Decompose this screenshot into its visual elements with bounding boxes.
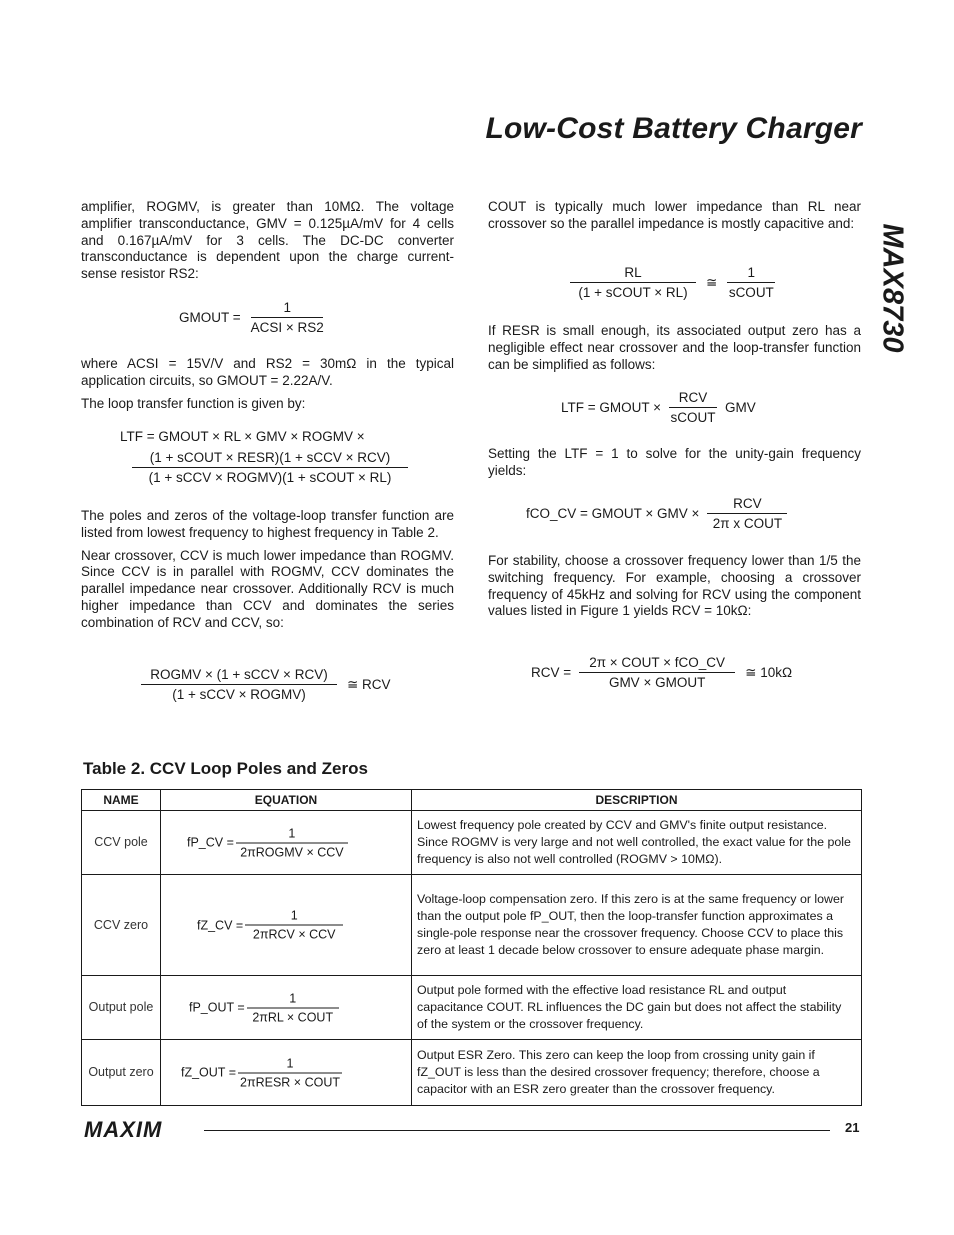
row-description: Lowest frequency pole created by CCV and GMV's finite output resistance. Since ROGMV is very large and not well controlled, the exact value for the pole frequency is also not well controlled (ROGMV > 10MΩ).	[412, 811, 862, 875]
row-name: Output pole	[82, 976, 161, 1040]
equation-denominator: sCOUT	[728, 285, 774, 300]
equation-rogmv	[141, 667, 391, 702]
equation-denominator: 2π x COUT	[712, 516, 783, 531]
row-description: Voltage-loop compensation zero. If this zero is at the same frequency or lower than the output pole fP_OUT, then the loop-transfer function approximates a single-pole response near the crossover frequency. Choose CCV to place this zero at least 1 decade below crossover to ensure adequate phase margin.	[412, 875, 862, 976]
equation-ltf	[120, 429, 408, 485]
equation-denominator: 2πRESR × COUT	[240, 1075, 340, 1089]
part-number-tab	[870, 208, 914, 368]
equation-ltf-simplified	[561, 390, 756, 425]
equation-line: LTF = GMOUT × RL × GMV × ROGMV ×	[120, 429, 365, 444]
right-column-3	[488, 446, 861, 486]
equation-numerator: 1	[747, 265, 756, 280]
equation-denominator: (1 + sCCV × ROGMV)	[172, 687, 306, 702]
equation-lhs: fP_CV =	[187, 835, 234, 850]
row-description: Output ESR Zero. This zero can keep the loop from crossing unity gain if fZ_OUT is less than the desired crossover frequency; therefore, choose a capacitor with an ESR zero greater than the crossover frequency.	[412, 1040, 862, 1106]
equation-denominator: 2πRCV × CCV	[252, 927, 336, 942]
paragraph: COUT is typically much lower impedance than RL near crossover so the parallel impedance is mostly capacitive and:	[488, 199, 861, 231]
equation-approx: ≅	[706, 274, 718, 290]
equation-denominator: 2πROGMV × CCV	[240, 845, 344, 859]
equation-lhs: fZ_CV =	[197, 918, 244, 932]
equation-lhs: GMOUT =	[179, 310, 241, 325]
equation-lhs: fZ_OUT =	[181, 1065, 236, 1080]
equation-numerator: ROGMV × (1 + sCCV × RCV)	[150, 667, 328, 682]
equation-numerator: 1	[283, 300, 291, 315]
paragraph: Setting the LTF = 1 to solve for the unity-gain frequency yields:	[488, 446, 861, 478]
column-header: EQUATION	[161, 790, 412, 811]
paragraph: The poles and zeros of the voltage-loop transfer function are listed from lowest frequency to highest frequency in Table 2.	[81, 508, 454, 540]
equation-rhs: GMV	[725, 400, 756, 415]
equation-lhs: fP_OUT =	[189, 1000, 245, 1015]
row-name: CCV pole	[82, 811, 161, 875]
part-number: MAX8730	[876, 223, 909, 353]
equation-denominator: 2πRL × COUT	[252, 1010, 334, 1024]
paragraph: The loop transfer function is given by:	[81, 395, 306, 411]
table-row	[82, 1040, 862, 1106]
equation-denominator: sCOUT	[670, 410, 716, 425]
equation-numerator: 1	[290, 908, 298, 923]
table-row	[82, 976, 862, 1040]
paragraph: amplifier, ROGMV, is greater than 10MΩ. The voltage amplifier transconductance, GMV = 0.125µA/mV for 4 cells and 0.167µA/mV for 3 cells. The DC-DC converter transconductance is dependent upon the charge current-sense resistor RS2:	[81, 199, 454, 282]
row-name: CCV zero	[82, 875, 161, 976]
paragraph: If RESR is small enough, its associated output zero has a negligible effect near crossover and the loop-transfer function can be simplified as follows:	[488, 323, 861, 372]
equation-gmout	[179, 300, 324, 335]
right-column-4	[488, 553, 861, 626]
equation-denominator: ACSI × RS2	[250, 320, 324, 335]
equation-rcv	[531, 655, 792, 690]
left-column-3	[81, 508, 454, 638]
row-description: Output pole formed with the effective load resistance RL and output capacitance COUT. RL influences the DC gain but does not affect the stability of the system or the crossover frequency.	[412, 976, 862, 1040]
footer-divider	[204, 1130, 830, 1131]
paragraph: Near crossover, CCV is much lower impedance than ROGMV. Since CCV is in parallel with ROGMV, CCV dominates the parallel impedance near crossover. Additionally RCV is much higher impedance than CCV and dominates the series combination of RCV and CCV, so:	[81, 547, 454, 630]
left-column	[81, 199, 454, 289]
equation-numerator: RCV	[733, 496, 762, 511]
paragraph: where ACSI = 15V/V and RS2 = 30mΩ in the typical application circuits, so GMOUT = 2.22A/V.	[81, 356, 454, 388]
equation-rhs: ≅ 10kΩ	[745, 664, 793, 680]
row-equation	[161, 976, 412, 1040]
page-title: Low-Cost Battery Charger	[485, 112, 862, 145]
equation-rl	[570, 265, 775, 300]
row-equation	[161, 875, 412, 976]
maxim-logo: MAXIM	[84, 1117, 163, 1142]
left-column-2	[81, 356, 454, 418]
equation-denominator: (1 + sCCV × ROGMV)(1 + sCOUT × RL)	[148, 470, 392, 485]
right-column	[488, 199, 861, 239]
equation-fco	[526, 496, 787, 531]
table-row	[82, 811, 862, 875]
page-number: 21	[845, 1120, 860, 1135]
poles-zeros-table	[81, 789, 862, 1106]
row-equation	[161, 1040, 412, 1106]
table-header-row	[82, 790, 862, 811]
equation-lhs: RCV =	[531, 665, 572, 680]
equation-numerator: 1	[288, 826, 296, 840]
equation-rhs: ≅ RCV	[347, 676, 391, 692]
equation-numerator: 1	[289, 991, 297, 1005]
column-header: NAME	[82, 790, 161, 811]
row-equation	[161, 811, 412, 875]
equation-numerator: 2π × COUT × fCO_CV	[589, 655, 726, 670]
equation-numerator: 1	[286, 1056, 294, 1070]
equation-lhs: fCO_CV = GMOUT × GMV ×	[526, 506, 700, 521]
equation-lhs: LTF = GMOUT ×	[561, 400, 662, 415]
equation-numerator: (1 + sCOUT × RESR)(1 + sCCV × RCV)	[149, 450, 391, 465]
row-name: Output zero	[82, 1040, 161, 1106]
equation-numerator: RL	[624, 265, 642, 280]
equation-denominator: GMV × GMOUT	[608, 675, 706, 690]
equation-denominator: (1 + sCOUT × RL)	[578, 285, 688, 300]
table-title: Table 2. CCV Loop Poles and Zeros	[83, 759, 368, 778]
equation-numerator: RCV	[678, 390, 708, 405]
table-row	[82, 875, 862, 976]
paragraph: For stability, choose a crossover frequency lower than 1/5 the switching frequency. For example, choosing a crossover frequency of 45kHz and solving for RCV using the component values listed in Figure 1 yields RCV = 10kΩ:	[488, 553, 861, 619]
column-header: DESCRIPTION	[412, 790, 862, 811]
right-column-2	[488, 323, 861, 379]
